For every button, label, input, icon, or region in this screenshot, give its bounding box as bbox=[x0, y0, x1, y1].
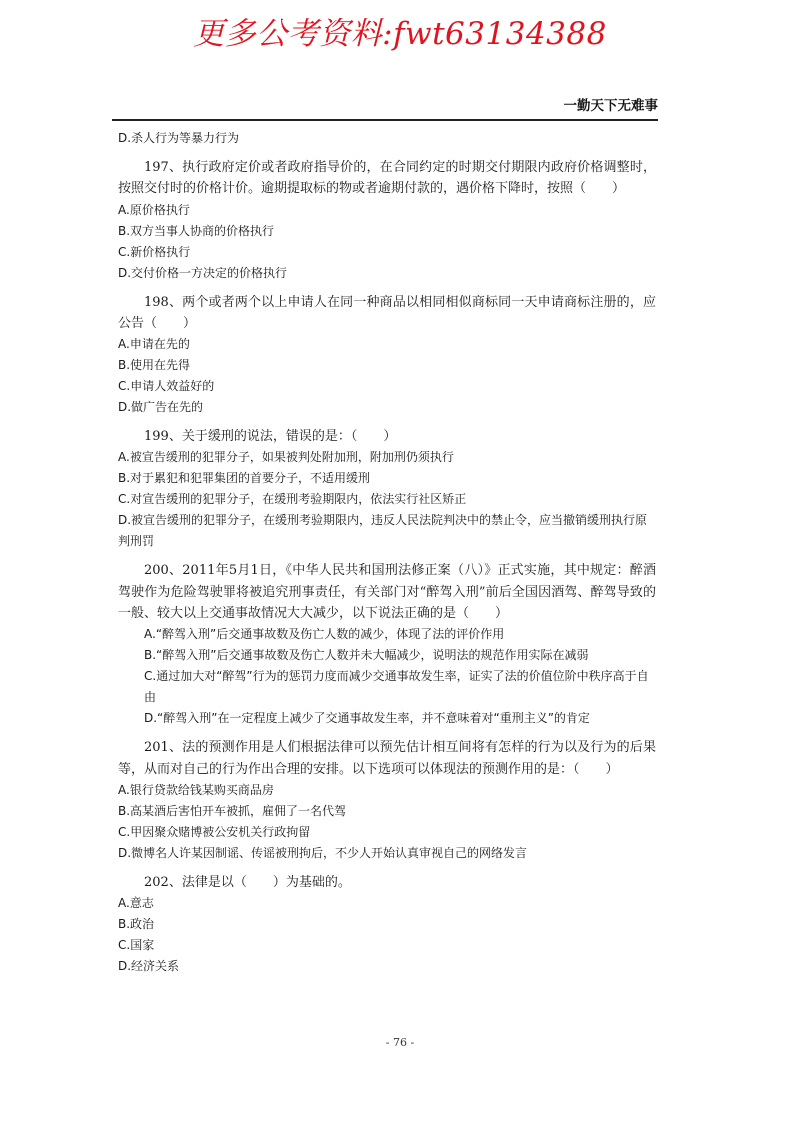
question-200-stem: 200、2011年5月1日，《中华人民共和国刑法修正案（八）》正式实施，其中规定：醉酒驾驶作为危险驾驶罪将被追究刑事责任，有关部门对“醉驾入刑”前后全国因酒驾、醉驾导致的一般、较大以上交通事故情况大大减少，以下说法正确的是（ ） bbox=[118, 563, 656, 622]
question-200-option-a: A.“醉驾入刑”后交通事故数及伤亡人数的减少，体现了法的评价作用 bbox=[144, 627, 505, 642]
question-201-option-a: A.银行贷款给钱某购买商品房 bbox=[118, 782, 274, 797]
question-200-option-c: C.通过加大对“醉驾”行为的惩罚力度而减少交通事故发生率，证实了法的价值位阶中秩序高于自由 bbox=[144, 669, 649, 705]
question-199-option-b: B.对于累犯和犯罪集团的首要分子，不适用缓刑 bbox=[118, 471, 371, 486]
question-202-option-d: D.经济关系 bbox=[118, 959, 180, 974]
question-197-stem: 197、执行政府定价或者政府指导价的，在合同约定的时期交付期限内政府价格调整时，按照交付时的价格计价。逾期提取标的物或者逾期付款的，遇价格下降时，按照（ ） bbox=[118, 160, 656, 197]
question-202-option-c: C.国家 bbox=[118, 938, 155, 953]
question-202-option-a: A.意志 bbox=[118, 896, 154, 911]
question-198-option-d: D.做广告在先的 bbox=[118, 400, 204, 415]
question-202-option-b: B.政治 bbox=[118, 917, 155, 932]
question-197-option-a: A.原价格执行 bbox=[118, 202, 190, 217]
question-198-option-b: B.使用在先得 bbox=[118, 358, 191, 373]
question-198-stem: 198、两个或者两个以上申请人在同一种商品以相同相似商标同一天申请商标注册的，应公告（ ） bbox=[118, 294, 656, 331]
question-198-option-c: C.申请人效益好的 bbox=[118, 379, 215, 394]
carry-over-option: D.杀人行为等暴力行为 bbox=[118, 131, 240, 145]
question-197-option-d: D.交付价格一方决定的价格执行 bbox=[118, 265, 288, 280]
question-199-option-a: A.被宣告缓刑的犯罪分子，如果被判处附加刑，附加刑仍须执行 bbox=[118, 450, 454, 465]
question-200-option-d: D.“醉驾入刑”在一定程度上减少了交通事故发生率，并不意味着对“重刑主义”的肯定 bbox=[144, 711, 590, 726]
question-content bbox=[118, 128, 656, 977]
question-198-option-a: A.申请在先的 bbox=[118, 337, 190, 352]
page-number: - 76 - bbox=[385, 1036, 415, 1049]
question-200-option-b: B.“醉驾入刑”后交通事故数及伤亡人数并未大幅减少，说明法的规范作用实际在减弱 bbox=[144, 648, 589, 663]
question-199-option-d: D.被宣告缓刑的犯罪分子，在缓刑考验期限内，违反人民法院判决中的禁止令，应当撤销缓刑执行原判刑罚 bbox=[118, 513, 648, 549]
question-199-stem: 199、关于缓刑的说法，错误的是：（ ） bbox=[144, 429, 397, 445]
question-201-option-c: C.甲因聚众赌博被公安机关行政拘留 bbox=[118, 824, 311, 839]
question-197-option-c: C.新价格执行 bbox=[118, 244, 191, 259]
question-202-stem: 202、法律是以（ ）为基础的。 bbox=[144, 874, 351, 890]
question-199-option-c: C.对宣告缓刑的犯罪分子，在缓刑考验期限内，依法实行社区矫正 bbox=[118, 492, 467, 507]
page-header-motto: 一勤天下无难事 bbox=[112, 94, 658, 121]
question-197-option-b: B.双方当事人协商的价格执行 bbox=[118, 223, 275, 238]
question-201-option-b: B.高某酒后害怕开车被抓，雇佣了一名代驾 bbox=[118, 803, 347, 818]
question-201-stem: 201、法的预测作用是人们根据法律可以预先估计相互间将有怎样的行为以及行为的后果等，从而对自己的行为作出合理的安排。以下选项可以体现法的预测作用的是：（ ） bbox=[118, 740, 656, 777]
question-201-option-d: D.微博名人许某因制谣、传谣被刑拘后，不少人开始认真审视自己的网络发言 bbox=[118, 845, 528, 860]
watermark-banner: 更多公考资料:fwt63134388 bbox=[193, 16, 607, 52]
